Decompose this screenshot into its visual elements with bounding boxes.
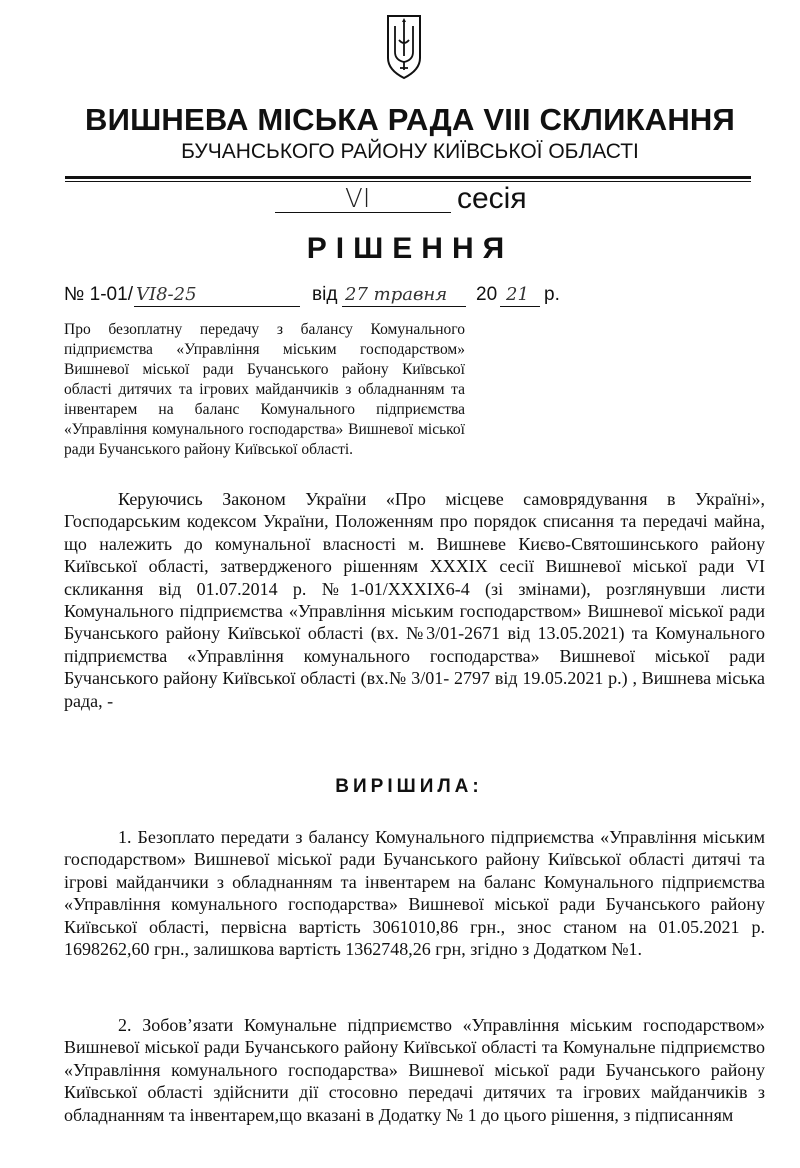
year-handwritten: 21 xyxy=(506,284,529,305)
doc-number-handwritten: VI8-25 xyxy=(136,284,197,305)
council-region: БУЧАНСЬКОГО РАЙОНУ КИЇВСЬКОЇ ОБЛАСТІ xyxy=(181,140,639,163)
date-handwritten: 27 травня xyxy=(345,284,448,305)
item-1-paragraph: 1. Безоплато передати з балансу Комунального підприємства «Управління міським господарством» Вишневої міської ради Бучанського району Київської області дитячі та ігрові майданчики з обладнанням та інвентарем на баланс Комунального підприємства «Управління комунального господарства» Вишневої міської ради Бучанського району Київської області, первісна вартість 3061010,86 грн., знос станом на 01.05.2021 р. 1698262,60 грн., залишкова вартість 1362748,26 грн, згідно з Додатком №1. xyxy=(64,827,765,960)
session-number: VI xyxy=(345,184,371,214)
item-2-paragraph: 2. Зобов’язати Комунальне підприємство «Управління міським господарством» Вишневої міської ради Бучанського району Київської області та Комунальне підприємство «Управління комунального господарства» Вишневої міської ради Бучанського району Київської області здійснити дії стосовно передачі дитячих та ігрових майданчиків з обладнанням та інвентарем,що вказані в Додатку № 1 до цього рішення, з підписанням xyxy=(64,1015,765,1125)
doc-number-prefix: № 1-01/ xyxy=(64,284,133,305)
decision-subject: Про безоплатну передачу з балансу Комунального підприємства «Управління міським господарством» Вишневої міської ради Бучанського району Київської області дитячих та ігрових майданчиків з обладнанням та інвентарем на баланс Комунального підприємства «Управління комунального господарства» Вишневої міської ради Бучанського району Київської області. xyxy=(64,321,465,458)
session-label: сесія xyxy=(457,182,527,215)
year-underline xyxy=(500,306,540,307)
decision-title: РІШЕННЯ xyxy=(306,232,514,265)
doc-number-underline xyxy=(134,306,300,307)
date-underline xyxy=(342,306,466,307)
header-divider xyxy=(65,176,751,179)
preamble-paragraph: Керуючись Законом України «Про місцеве самоврядування в Україні», Господарським кодексом України, Положенням про порядок списання та передачі майна, що належить до комунальної власності м. Вишневе Києво-Святошинського району Київської області, затвердженого рішенням ХХХІХ сесії Вишневої міської ради VI скликання від 01.07.2014 р. №1-01/ХХХІХ6-4 (зі змінами), розглянувши листи Комунального підприємства «Управління міським господарством» Вишневої міської ради Бучанського району Київської області (вх. №3/01-2671 від 13.05.2021) та Комунального підприємства «Управління комунального господарства» Вишневої міської ради Бучанського району Київської області (вх.№ 3/01- 2797 від 19.05.2021 р.) , Вишнева міська рада, - xyxy=(64,489,765,711)
resolved-heading: ВИРІШИЛА: xyxy=(335,776,483,797)
date-prefix: від xyxy=(312,284,338,305)
trident-emblem-icon xyxy=(384,12,424,80)
council-title: ВИШНЕВА МІСЬКА РАДА VІІІ СКЛИКАННЯ xyxy=(85,102,735,137)
year-end: р. xyxy=(544,284,560,305)
year-prefix: 20 xyxy=(476,284,498,305)
header-divider-thin xyxy=(65,181,751,182)
